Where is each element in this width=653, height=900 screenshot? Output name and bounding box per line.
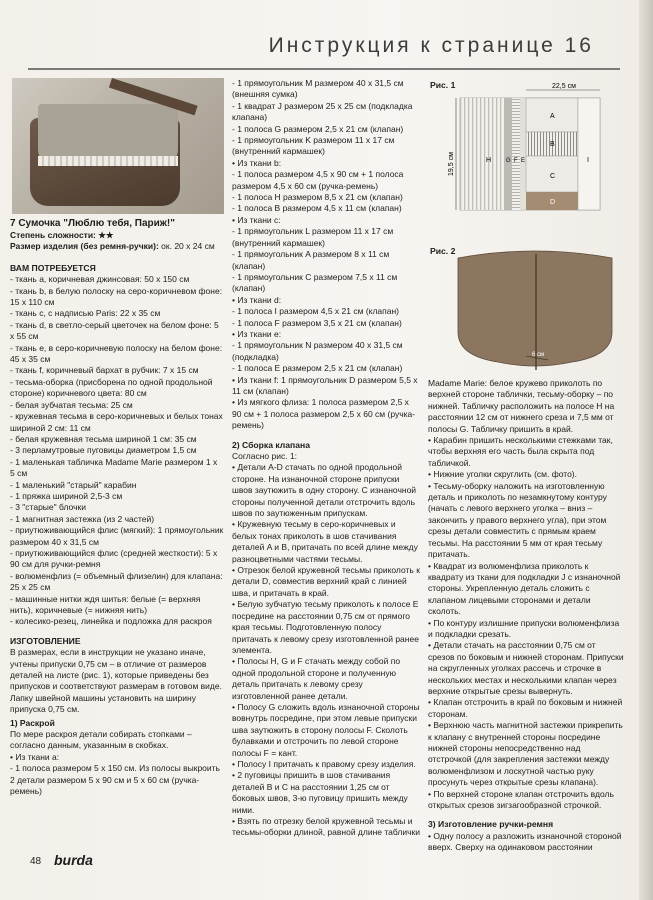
instruction-step: • Взять по отрезку белой кружевной тесьмы и тесьмы-оборки длиной, равной длине таблички <box>232 816 420 838</box>
figure-2-label: Рис. 2 <box>430 246 456 256</box>
instruction-step: • Отрезок белой кружевной тесьмы приколоть к детали D, совместив верхний край с линией шва, и притачать в край. <box>232 565 420 598</box>
fig1-height-text: 19,5 см <box>448 152 455 176</box>
materials-item: - ткань d, в светло-серый цветочек на белом фоне: 5 x 55 см <box>10 319 219 342</box>
cutting-item: - 1 прямоугольник L размером 11 x 17 см (внутренний кармашек) <box>232 226 394 248</box>
flap-shape <box>458 251 612 366</box>
instruction-step: • Нижние уголки скруглить (см. фото). <box>428 469 577 480</box>
fig1-letter-c: C <box>550 173 556 180</box>
bag-lace-image <box>38 156 178 166</box>
fig1-letter-g: G <box>506 158 511 164</box>
size-label: Размер изделия (без ремня-ручки): <box>10 241 159 252</box>
instruction-step: • Полосу G сложить вдоль изнаночной стороны вовнутрь посредине, при этом левые припуски шва заутюжить в сторону полосы F. Сколоть булавками и отстрочить по левой стороне полосы F = кант. <box>232 701 420 758</box>
instruction-step: • По контуру излишние припуски волюменфлиза и подкладки срезать. <box>428 617 620 639</box>
making-heading: ИЗГОТОВЛЕНИЕ <box>10 635 81 646</box>
instruction-step: Madame Marie: белое кружево приколоть по верхней стороне таблички, тесьму-оборку – по нижней. Табличку расположить на полосе H на расстоянии 12 см от нижнего среза и 7,5 мм от полосы G. Табличку пришить в край. <box>428 378 615 434</box>
materials-item: - 1 маленький "старый" карабин <box>10 479 137 490</box>
fig1-letter-d: D <box>550 199 556 206</box>
materials-list <box>10 274 224 628</box>
cutting-item: • Из ткани f: 1 прямоугольник D размером 5,5 x 11 см (клапан) <box>232 374 418 396</box>
cutting-item: - 1 прямоугольник N размером 40 x 31,5 см (подкладка) <box>232 340 403 362</box>
instruction-step: • Детали A-D стачать по одной продольной стороне. На изнаночной стороне припуски швов заутюжить в одну сторону. С изнаночной стороны полученной детали отстрочить вдоль швов по заутюженным припускам. <box>232 462 417 519</box>
cutting-text: По мере раскроя детали собирать стопками – согласно данным, указанным в скобках. <box>10 729 192 751</box>
materials-item: - колесико-резец, линейка и подложка для раскроя <box>10 616 212 627</box>
instruction-step: • Белую зубчатую тесьму приколоть к полосе E посредине на расстоянии 0,75 см от прямого края тесьмы. Подготовленную полосу притачать к левому срезу изготовленной ранее элемента. <box>232 599 419 655</box>
figure-1-diagram <box>448 83 606 224</box>
cutting-item: • Из мягкого флиза: 1 полоса размером 2,5 x 90 см + 1 полоса размером 2,5 x 60 см (ручка-ремень) <box>232 397 416 431</box>
cutting-item: - 1 прямоугольник A размером 8 x 11 см (клапан) <box>232 249 390 271</box>
figure-2-diagram <box>452 252 618 370</box>
instruction-step: • Квадрат из волюменфлиза приколоть к квадрату из ткани для подкладки J с изнаночной стороны. Укрепленную деталь сложить с клапаном лицевыми сторонами и детали сколоть. <box>428 560 621 617</box>
materials-item: - белая кружевная тесьма шириной 1 см: 35 см <box>10 433 197 444</box>
column-2 <box>232 78 420 839</box>
cutting-item: • Из ткани c: <box>232 214 281 225</box>
materials-item: - 3 перламутровые пуговицы диаметром 1,5 см <box>10 445 197 456</box>
materials-heading: ВАМ ПОТРЕБУЕТСЯ <box>10 262 96 273</box>
strap-text: • Одну полосу a разложить изнаночной стороной вверх. Сверху на одинаковом расстоянии <box>428 830 622 853</box>
panel-g <box>504 98 512 210</box>
materials-item: - кружевная тесьма в серо-коричневых и белых тонах шириной 2 см: 11 см <box>10 411 223 433</box>
cutting-item: - 1 квадрат J размером 25 x 25 см (подкладка клапана) <box>232 100 413 123</box>
cutting-item: • Из ткани b: <box>232 157 282 168</box>
cutting-item: - 1 полоса G размером 2,5 x 21 см (клапан) <box>232 123 404 134</box>
instruction-step: • Верхнюю часть магнитной застежки прикрепить к клапану с внутренней стороны посредине нижней стороны непосредственно над отстрочкой (для закрепления застежки между волюменфлизом и лоскутной частью руку просунуть через открытые срезы клапана). <box>428 720 623 788</box>
fig1-width-text: 22,5 см <box>552 83 576 90</box>
fig1-letter-h: H <box>486 157 492 164</box>
flap-steps-continued <box>428 378 624 811</box>
materials-item: - белая зубчатая тесьма: 25 см <box>10 399 133 410</box>
materials-item: - приутюживающийся флис (мягкий): 1 прямоугольник размером 40 x 31,5 см <box>10 525 224 547</box>
materials-item: - 1 маленькая табличка Madame Marie размером 1 x 5 см <box>10 456 218 479</box>
cutting-item: - 1 полоса E размером 2,5 x 21 см (клапан) <box>232 363 403 374</box>
materials-item: - 1 пряжка шириной 2,5-3 см <box>10 490 123 501</box>
fabric-a-list <box>10 763 224 797</box>
page-header <box>28 28 620 70</box>
cutting-item: - 1 полоса B размером 4,5 x 11 см (клапан) <box>232 203 402 214</box>
panel-f <box>512 98 520 210</box>
flap-intro: Согласно рис. 1: <box>232 451 298 461</box>
page-spine <box>639 0 653 900</box>
materials-item: - ткань a, коричневая джинсовая: 50 x 150 см <box>10 274 190 285</box>
panel-i <box>578 98 600 210</box>
cutting-item: - 1 полоса I размером 4,5 x 21 см (клапан) <box>232 306 400 317</box>
instruction-step: • Детали стачать на расстоянии 0,75 см от срезов по боковым и нижней сторонам. Припуски на скругленных уголках рассечь и строчке в нескольких местах и несколькими клапан через верхние открытые срезы вывернуть. <box>428 640 624 696</box>
page-title: Инструкция к странице 16 <box>268 34 594 57</box>
fig2-dimension-text: 6 см <box>532 352 545 358</box>
instruction-step: • Кружевную тесьму в серо-коричневых и белых тонах приколоть в шов стачивания деталей A и B, притачать по всей длине между разноцветными частями тесьмы. <box>232 519 418 564</box>
materials-item: - волюменфлиз (= объемный флизелин) для клапана: 25 x 25 см <box>10 570 223 593</box>
cutting-heading: 1) Раскрой <box>10 717 55 728</box>
page-number: 48 <box>30 856 42 867</box>
bag-flap-image <box>38 104 178 164</box>
difficulty: Степень сложности: ★★ <box>10 230 114 240</box>
cutting-item: - 1 прямоугольник K размером 11 x 17 см (внутренний кармашек) <box>232 135 395 157</box>
size-info <box>10 241 224 252</box>
panel-h <box>460 98 504 210</box>
materials-item: - 3 "старые" блочки <box>10 502 86 513</box>
cutting-item: • Из ткани e: <box>232 328 282 339</box>
materials-item: - ткань c, с надписью Paris: 22 x 35 см <box>10 308 161 319</box>
column-1 <box>10 218 224 798</box>
making-intro: В размерах, если в инструкции не указано иначе, учтены припуски 0,75 см – в отличие от размеров деталей на листе (рис. 1), которые приведены без припусков и соответствуют размерам в готовом виде. Лапку швейной машины установить на ширину припуска 0,75 см. <box>10 647 222 715</box>
cutting-item: - 1 полоса F размером 3,5 x 21 см (клапан) <box>232 317 402 328</box>
figure-1-label: Рис. 1 <box>430 80 456 90</box>
project-title: 7 Сумочка "Люблю тебя, Париж!" <box>10 218 175 229</box>
fig1-letter-f: F <box>514 158 518 164</box>
cutting-item: - 1 полоса размером 4,5 x 90 см + 1 полоса размером 4,5 x 60 см (ручка-ремень) <box>232 169 404 191</box>
fabric-a-label: • Из ткани a: <box>10 751 60 762</box>
instruction-step: • Карабин пришить несколькими стежками так, чтобы верхняя его часть была скрыта под табличкой. <box>428 435 613 468</box>
cutting-item: - 1 полоса размером 5 x 150 см. Из полосы выкроить 2 детали размером 5 x 90 см и 5 x 60 см (ручка-ремень) <box>10 763 220 797</box>
instruction-step: • Клапан отстрочить в край по боковым и нижней сторонам. <box>428 697 623 719</box>
materials-item: - приутюживающийся флис (средней жесткости): 5 x 90 см для ручки-ремня <box>10 547 218 570</box>
brand-logo: burda <box>54 852 93 868</box>
flap-heading: 2) Сборка клапана <box>232 439 310 450</box>
materials-item: - тесьма-оборка (присборена по одной продольной стороне) коричневого цвета: 80 см <box>10 376 213 399</box>
cutting-item: - 1 прямоугольник C размером 7,5 x 11 см (клапан) <box>232 271 398 294</box>
size-value: ок. 20 x 24 см <box>158 241 215 252</box>
instruction-step: • 2 пуговицы пришить в шов стачивания деталей B и C на расстоянии 1,25 см от боковых швов, 3-ю пуговицу пришить между ними. <box>232 770 408 815</box>
instruction-step: • Тесьму-оборку наложить на изготовленную деталь и приколоть по незамкнутому контуру (начать с левого верхнего уголка – вниз – закончить у правого верхнего угла), при этом срезы детали совместить с прямым краем тесьмы. На расстоянии 5 мм от края тесьму притачать. <box>428 480 607 560</box>
materials-item: - ткань e, в серо-коричневую полоску на белом фоне: 45 x 35 см <box>10 342 223 365</box>
instruction-step: • По верхней стороне клапан отстрочить вдоль открытых срезов зигзагообразной строчкой. <box>428 788 614 811</box>
instruction-step: • Полосы H, G и F стачать между собой по одной продольной стороне и полученную деталь притачать к левому срезу изготовленной ранее детали. <box>232 656 401 701</box>
instruction-step: • Полосу I притачать к правому срезу изделия. <box>232 758 416 769</box>
column-3 <box>428 378 624 854</box>
fig1-letter-e: E <box>521 158 526 164</box>
materials-item: - ткань b, в белую полоску на серо-коричневом фоне: 15 x 110 см <box>10 285 223 308</box>
strap-heading: 3) Изготовление ручки-ремня <box>428 819 554 830</box>
materials-item: - ткань f, коричневый бархат в рубчик: 7 x 15 см <box>10 365 199 376</box>
fig1-letter-b: B <box>550 141 555 148</box>
cutting-item: • Из ткани d: <box>232 294 282 305</box>
fig1-letter-i: I <box>587 157 589 164</box>
fig1-letter-a: A <box>550 113 555 120</box>
panel-e <box>520 98 526 210</box>
cutting-item: - 1 прямоугольник M размером 40 x 31,5 см (внешняя сумка) <box>232 78 404 100</box>
cutting-item: - 1 полоса H размером 8,5 x 21 см (клапан) <box>232 192 403 203</box>
bag-photo <box>12 78 224 214</box>
flap-steps <box>232 462 420 838</box>
cutting-list <box>232 78 420 432</box>
materials-item: - 1 магнитная застежка (из 2 частей) <box>10 513 155 524</box>
materials-item: - машинные нитки ждя шитья: белые (= верхняя нить), коричневые (= нижняя нить) <box>10 593 201 615</box>
